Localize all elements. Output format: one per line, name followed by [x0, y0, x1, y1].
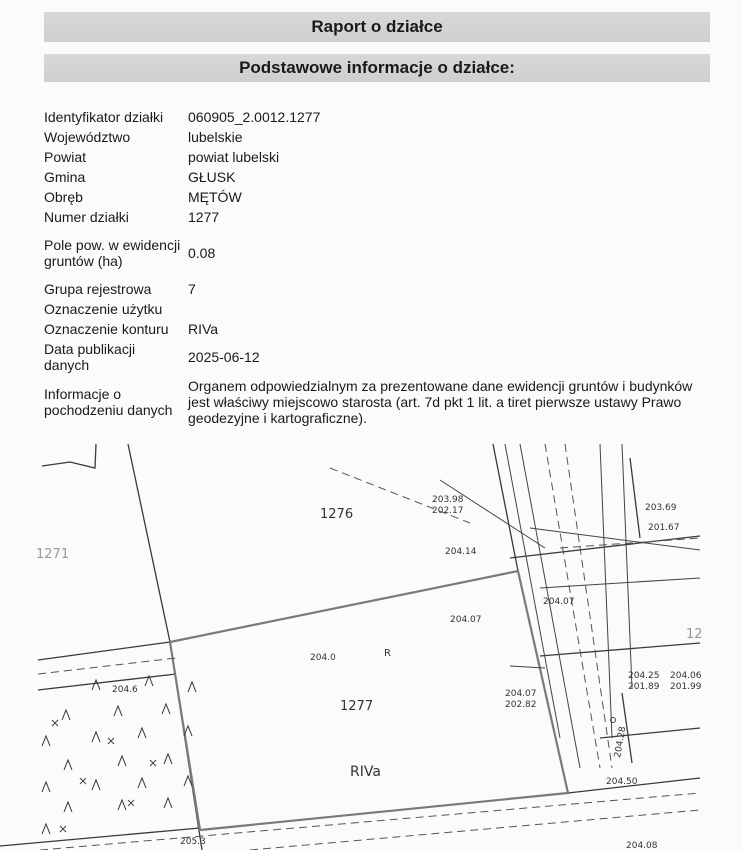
field-value: 2025-06-12 — [188, 349, 260, 365]
section-title: Podstawowe informacje o działce: — [44, 54, 710, 82]
row-oznaczenie-konturu — [44, 319, 708, 339]
field-value — [187, 299, 708, 319]
info-table — [44, 107, 708, 429]
row-identyfikator — [44, 107, 708, 127]
field-label: Informacje o pochodzeniu danych — [44, 386, 173, 418]
field-value: 7 — [188, 281, 196, 297]
row-informacje — [44, 375, 708, 429]
height-label: 202.17 — [432, 506, 464, 516]
field-label: Data publikacji danych — [44, 341, 136, 373]
height-label: 201.99 — [670, 682, 702, 692]
row-obreb — [44, 187, 708, 207]
field-value: 0.08 — [188, 245, 216, 261]
parcel-number-1277: 1277 — [340, 699, 374, 714]
field-value: powiat lubelski — [188, 149, 280, 165]
map-background — [0, 438, 742, 850]
height-label: 204.0 — [310, 653, 336, 663]
height-label: 204.07 — [505, 689, 537, 699]
field-label: Województwo — [44, 129, 131, 145]
height-label: 204.08 — [626, 841, 658, 850]
field-label: Gmina — [44, 169, 86, 185]
row-oznaczenie-uzytku — [44, 299, 708, 319]
height-label: 202.82 — [505, 700, 537, 710]
field-value: Organem odpowiedzialnym za prezentowane dane ewidencji gruntów i budynków jest właściwy miejscowo starosta (art. 7d pkt 1 lit. a tiret pierwsze ustawy Prawo geodezyjne i kartograficzne). — [188, 378, 693, 426]
height-label: 204.28 — [613, 725, 629, 759]
report-title: Raport o działce — [44, 12, 710, 42]
field-label: Pole pow. w ewidencji gruntów (ha) — [44, 237, 181, 269]
row-powiat — [44, 147, 708, 167]
height-label: 201.67 — [648, 523, 680, 533]
field-value: MĘTÓW — [188, 189, 242, 205]
parcel-number-1271: 1271 — [36, 547, 70, 562]
field-label: Identyfikator działki — [44, 109, 164, 125]
field-label: Oznaczenie użytku — [44, 301, 163, 317]
row-grupa-rejestrowa — [44, 279, 708, 299]
cadastral-map — [0, 438, 742, 850]
field-value: GŁUSK — [188, 169, 236, 185]
contour-label: RIVa — [350, 764, 381, 780]
field-value: 1277 — [188, 209, 220, 225]
row-wojewodztwo — [44, 127, 708, 147]
height-label: 204.6 — [112, 685, 138, 695]
field-value: lubelskie — [188, 129, 243, 145]
contour-small-label: R — [384, 648, 391, 659]
parcel-number-12: 12 — [686, 627, 703, 642]
row-numer-dzialki — [44, 207, 708, 227]
parcel-number-1276: 1276 — [320, 507, 354, 522]
field-label: Powiat — [44, 149, 87, 165]
height-label: 205.3 — [180, 837, 206, 847]
height-label: 201.89 — [628, 682, 660, 692]
height-label: 203.98 — [432, 495, 464, 505]
field-label: Obręb — [44, 189, 83, 205]
row-pole-pow — [44, 227, 708, 279]
height-label: 204.07 — [543, 597, 575, 607]
height-label: 204.25 — [628, 671, 660, 681]
height-label: 204.07 — [450, 615, 482, 625]
row-data-publikacji — [44, 339, 708, 375]
field-value: RIVa — [188, 321, 219, 337]
row-gmina — [44, 167, 708, 187]
height-label: 204.06 — [670, 671, 702, 681]
field-label: Grupa rejestrowa — [44, 281, 152, 297]
height-label: 204.14 — [445, 547, 477, 557]
field-label: Oznaczenie konturu — [44, 321, 169, 337]
field-value: 060905_2.0012.1277 — [188, 109, 321, 125]
height-label: 204.50 — [606, 777, 638, 787]
field-label: Numer działki — [44, 209, 129, 225]
map-svg — [0, 438, 742, 850]
height-label: 203.69 — [645, 503, 677, 513]
